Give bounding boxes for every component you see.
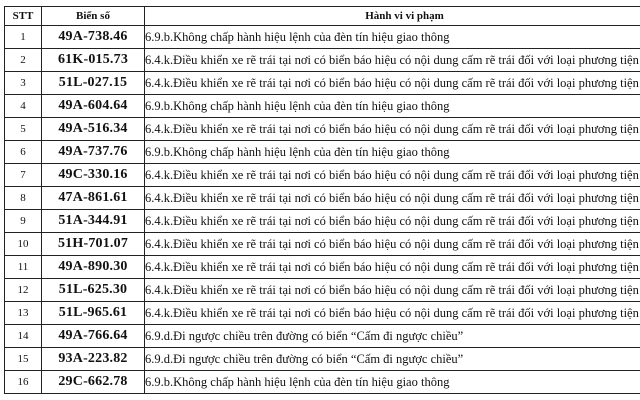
violation-cell: 6.9.b.Không chấp hành hiệu lệnh của đèn tín hiệu giao thông [145, 26, 640, 49]
plate-cell: 51L-027.15 [42, 72, 145, 95]
violation-cell: 6.4.k.Điều khiển xe rẽ trái tại nơi có biển báo hiệu có nội dung cấm rẽ trái đối với loại phương tiện [145, 118, 640, 141]
table-row [5, 325, 640, 348]
plate-cell: 49A-604.64 [42, 95, 145, 118]
violation-cell: 6.4.k.Điều khiển xe rẽ trái tại nơi có biển báo hiệu có nội dung cấm rẽ trái đối với loại phương tiện [145, 72, 640, 95]
table-row [5, 72, 640, 95]
header-violation: Hành vi vi phạm [145, 7, 640, 26]
stt-cell: 6 [5, 141, 42, 164]
header-row [5, 7, 640, 26]
stt-cell: 14 [5, 325, 42, 348]
violation-cell: 6.9.b.Không chấp hành hiệu lệnh của đèn tín hiệu giao thông [145, 95, 640, 118]
violation-cell: 6.4.k.Điều khiển xe rẽ trái tại nơi có biển báo hiệu có nội dung cấm rẽ trái đối với loại phương tiện [145, 210, 640, 233]
stt-cell: 3 [5, 72, 42, 95]
violation-cell: 6.4.k.Điều khiển xe rẽ trái tại nơi có biển báo hiệu có nội dung cấm rẽ trái đối với loại phương tiện [145, 164, 640, 187]
violation-cell: 6.4.k.Điều khiển xe rẽ trái tại nơi có biển báo hiệu có nội dung cấm rẽ trái đối với loại phương tiện [145, 279, 640, 302]
table-row [5, 256, 640, 279]
stt-cell: 5 [5, 118, 42, 141]
violation-cell: 6.4.k.Điều khiển xe rẽ trái tại nơi có biển báo hiệu có nội dung cấm rẽ trái đối với loại phương tiện [145, 187, 640, 210]
plate-cell: 51L-965.61 [42, 302, 145, 325]
stt-cell: 7 [5, 164, 42, 187]
table-row [5, 233, 640, 256]
stt-cell: 4 [5, 95, 42, 118]
stt-cell: 11 [5, 256, 42, 279]
table-row [5, 164, 640, 187]
stt-cell: 9 [5, 210, 42, 233]
violation-cell: 6.4.k.Điều khiển xe rẽ trái tại nơi có biển báo hiệu có nội dung cấm rẽ trái đối với loại phương tiện [145, 233, 640, 256]
plate-cell: 61K-015.73 [42, 49, 145, 72]
header-stt: STT [5, 7, 42, 26]
violation-cell: 6.9.b.Không chấp hành hiệu lệnh của đèn tín hiệu giao thông [145, 371, 640, 394]
plate-cell: 29C-662.78 [42, 371, 145, 394]
table-row [5, 302, 640, 325]
plate-cell: 51L-625.30 [42, 279, 145, 302]
stt-cell: 12 [5, 279, 42, 302]
table-row [5, 118, 640, 141]
table-row [5, 187, 640, 210]
table-row [5, 210, 640, 233]
table-body [5, 26, 640, 394]
plate-cell: 49A-890.30 [42, 256, 145, 279]
plate-cell: 49A-766.64 [42, 325, 145, 348]
table-row [5, 49, 640, 72]
stt-cell: 15 [5, 348, 42, 371]
plate-cell: 47A-861.61 [42, 187, 145, 210]
table-row [5, 141, 640, 164]
header-plate: Biển số [42, 7, 145, 26]
stt-cell: 13 [5, 302, 42, 325]
table-header [5, 7, 640, 26]
table-row [5, 95, 640, 118]
stt-cell: 8 [5, 187, 42, 210]
violation-cell: 6.4.k.Điều khiển xe rẽ trái tại nơi có biển báo hiệu có nội dung cấm rẽ trái đối với loại phương tiện [145, 302, 640, 325]
plate-cell: 51A-344.91 [42, 210, 145, 233]
plate-cell: 49A-737.76 [42, 141, 145, 164]
table-row [5, 26, 640, 49]
table-row [5, 279, 640, 302]
stt-cell: 16 [5, 371, 42, 394]
stt-cell: 2 [5, 49, 42, 72]
violation-cell: 6.4.k.Điều khiển xe rẽ trái tại nơi có biển báo hiệu có nội dung cấm rẽ trái đối với loại phương tiện [145, 49, 640, 72]
table-row [5, 348, 640, 371]
plate-cell: 49A-516.34 [42, 118, 145, 141]
stt-cell: 10 [5, 233, 42, 256]
plate-cell: 49A-738.46 [42, 26, 145, 49]
plate-cell: 49C-330.16 [42, 164, 145, 187]
violation-cell: 6.9.d.Đi ngược chiều trên đường có biển “Cấm đi ngược chiều” [145, 348, 640, 371]
violations-table [4, 6, 640, 394]
violation-cell: 6.9.b.Không chấp hành hiệu lệnh của đèn tín hiệu giao thông [145, 141, 640, 164]
violation-cell: 6.9.d.Đi ngược chiều trên đường có biển “Cấm đi ngược chiều” [145, 325, 640, 348]
violation-cell: 6.4.k.Điều khiển xe rẽ trái tại nơi có biển báo hiệu có nội dung cấm rẽ trái đối với loại phương tiện [145, 256, 640, 279]
plate-cell: 93A-223.82 [42, 348, 145, 371]
stt-cell: 1 [5, 26, 42, 49]
table-row [5, 371, 640, 394]
plate-cell: 51H-701.07 [42, 233, 145, 256]
